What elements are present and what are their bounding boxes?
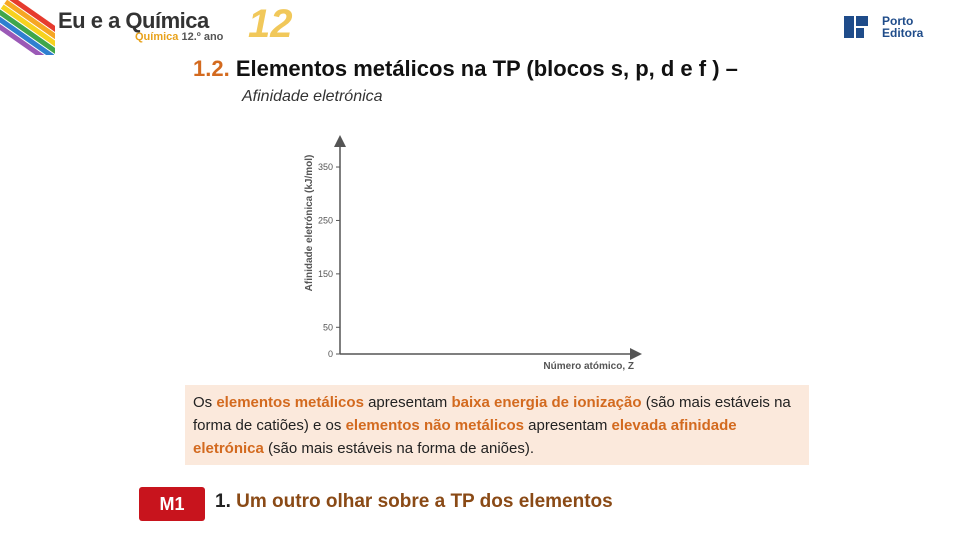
- y-tick-label: 150: [317, 268, 333, 279]
- highlight-low-ionization-energy: baixa energia de ionização: [451, 394, 642, 411]
- section-title: Um outro olhar sobre a TP dos elementos: [236, 491, 613, 512]
- brand-subtitle-prefix: Química: [135, 31, 179, 43]
- brand-number: 12: [248, 2, 293, 46]
- y-tick-label: 0: [327, 349, 333, 359]
- section-heading[interactable]: [215, 491, 613, 513]
- highlight-nonmetallic-elements: elementos não metálicos: [345, 417, 524, 434]
- module-badge[interactable]: M1: [139, 487, 205, 521]
- info-text-3: (são mais estáveis na forma de catiões) e os: [193, 394, 791, 434]
- porto-editora-logo-icon: [844, 16, 868, 38]
- info-text-1: Os: [193, 394, 217, 411]
- section-number: 1.: [215, 491, 231, 512]
- electron-affinity-chart: [296, 135, 646, 375]
- slide-title: [193, 56, 738, 82]
- y-tick-label: 250: [317, 215, 333, 226]
- brand-title: Eu e a Química: [58, 8, 209, 33]
- brand-subtitle-rest: 12.º ano: [181, 31, 224, 43]
- highlight-metallic-elements: elementos metálicos: [216, 394, 364, 411]
- y-ticks-group: [318, 162, 340, 359]
- x-axis-label: Número atómico, Z: [543, 361, 634, 372]
- publisher-line2: Editora: [882, 26, 924, 40]
- info-box: [185, 385, 809, 465]
- pencils-logo-icon: [0, 0, 55, 55]
- y-axis-label: Afinidade eletrónica (kJ/mol): [304, 154, 315, 292]
- y-tick-label: 50: [322, 322, 333, 333]
- publisher-line1: Porto: [882, 14, 914, 28]
- slide-title-number: 1.2.: [193, 56, 230, 81]
- slide-title-text: Elementos metálicos na TP (blocos s, p, d e f ) –: [235, 56, 738, 81]
- info-text-4: apresentam: [523, 417, 612, 434]
- info-text-5: (são mais estáveis na forma de aniões).: [263, 440, 534, 457]
- brand-subtitle: [135, 31, 223, 43]
- y-tick-label: 350: [317, 162, 333, 173]
- highlight-high-electron-affinity: elevada afinidade eletrónica: [193, 417, 737, 457]
- info-text-2: apresentam: [363, 394, 452, 411]
- publisher-name: [882, 15, 923, 39]
- slide-subtitle: Afinidade eletrónica: [242, 88, 383, 105]
